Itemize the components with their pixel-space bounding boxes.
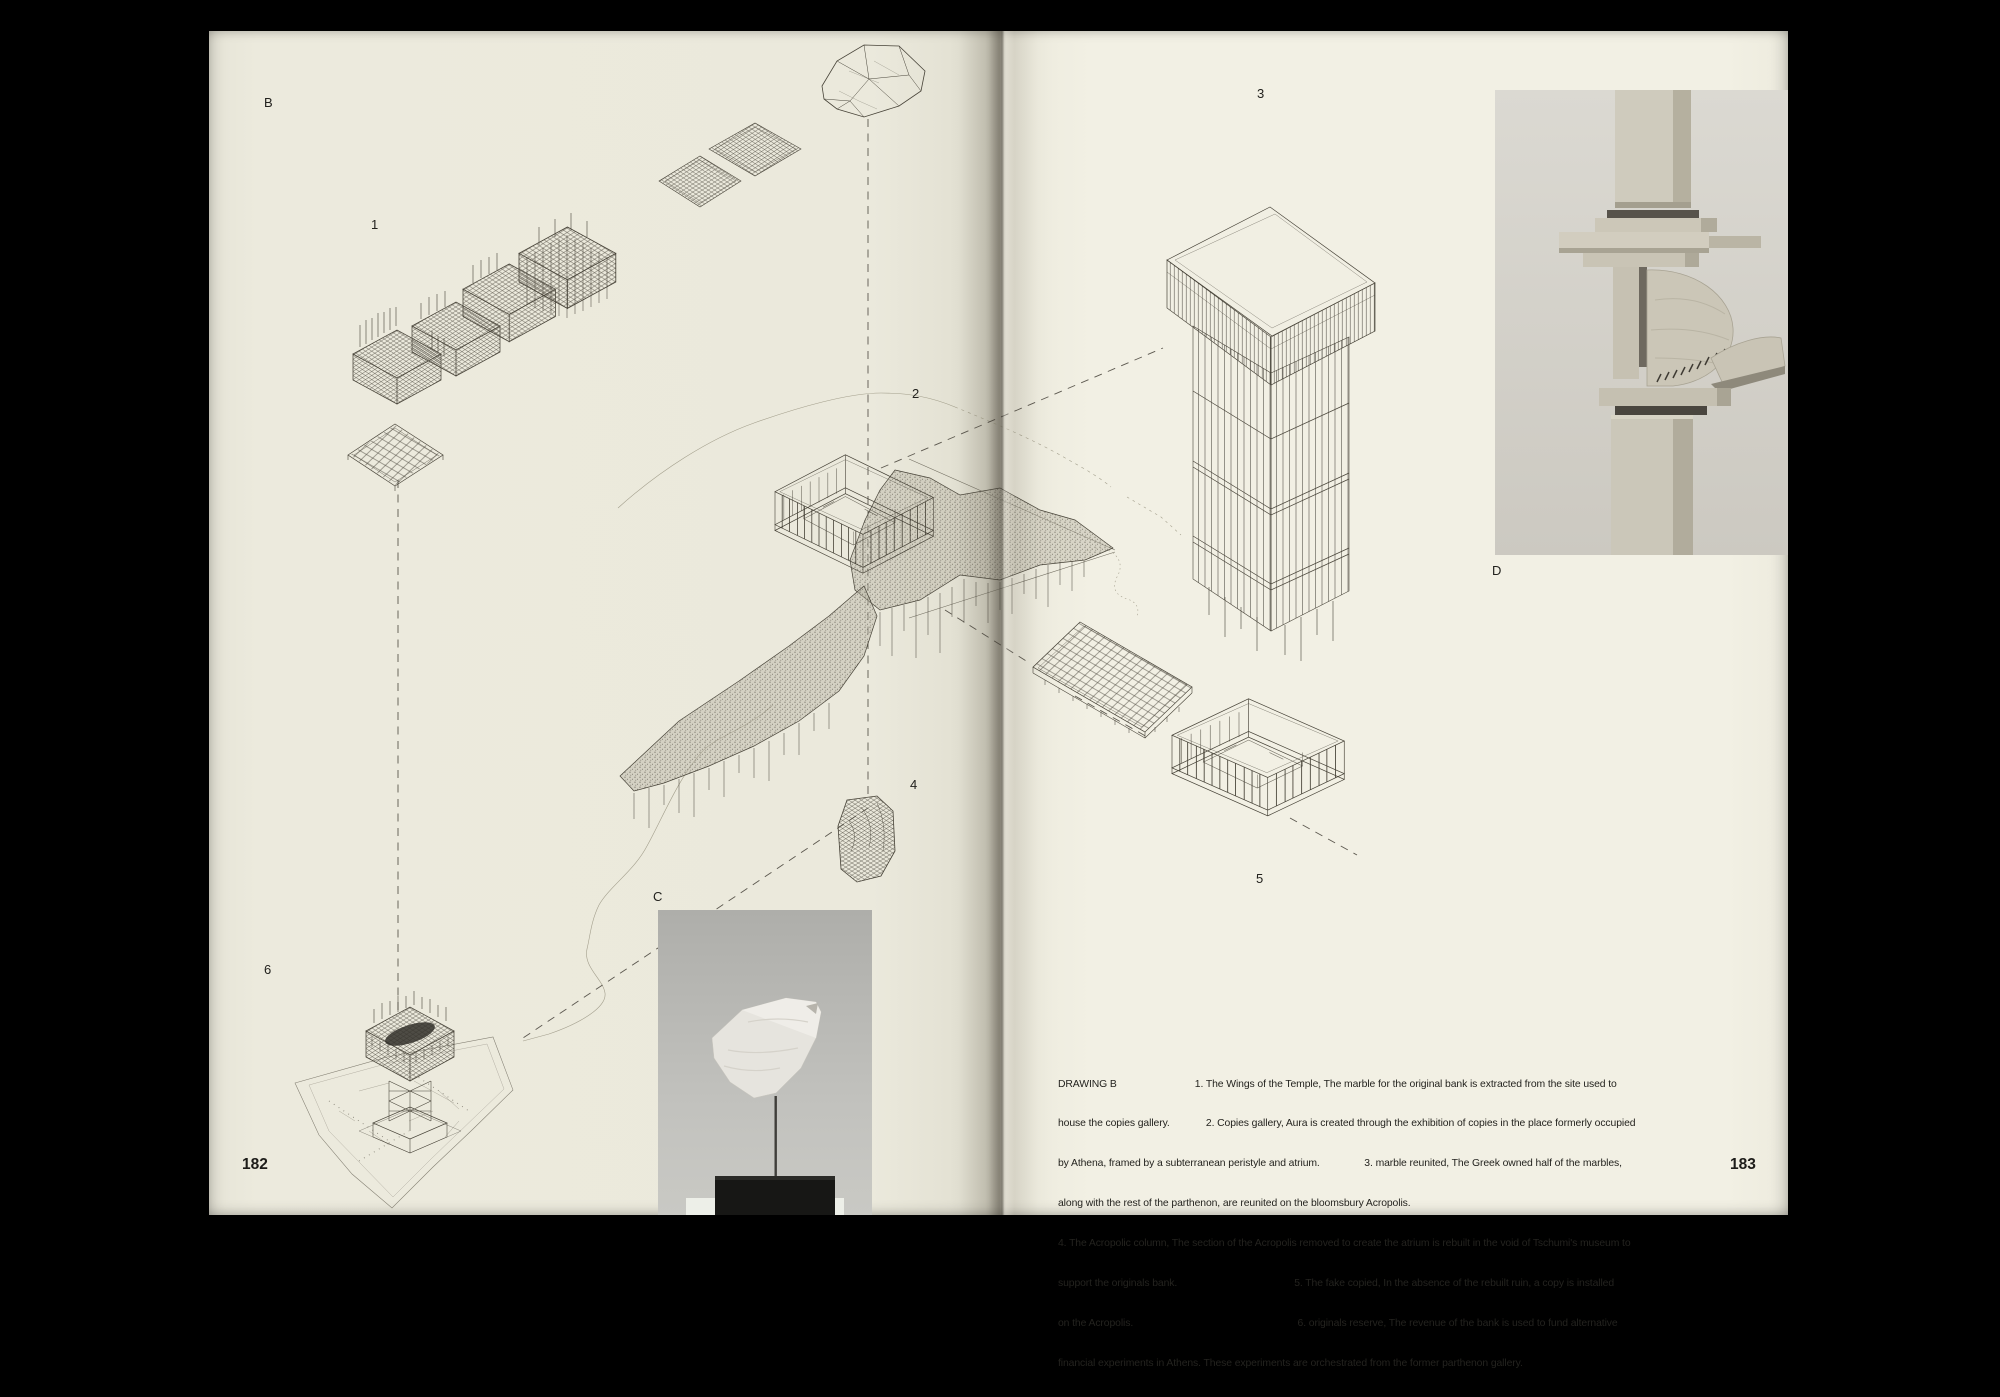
figure-label-c: C <box>653 889 663 904</box>
caption-line-6: support the originals bank. 5. The fake copied, In the absence of the rebuilt ruin, a copy is installed <box>1058 1278 1615 1290</box>
caption-line-3: by Athena, framed by a subterranean peristyle and atrium. 3. marble reunited, The Greek owned half of the marbles, <box>1058 1158 1622 1170</box>
caption-line-8: financial experiments in Athens. These experiments are orchestrated from the former parthenon gallery. <box>1058 1357 1523 1369</box>
marker-2: 2 <box>912 386 920 401</box>
marker-4: 4 <box>910 777 918 792</box>
marble-quarry-rock <box>822 45 925 117</box>
page-number-left: 182 <box>242 1156 268 1173</box>
marker-6: 6 <box>264 962 272 977</box>
marker-3: 3 <box>1257 86 1265 101</box>
fragment-trays <box>653 117 807 215</box>
caption-line-1: 1. The Wings of the Temple, The marble for the original bank is extracted from the site used to <box>1116 1078 1617 1090</box>
caption-block <box>1058 1051 1635 1397</box>
caption-line-4: along with the rest of the parthenon, are reunited on the bloomsbury Acropolis. <box>1058 1198 1411 1210</box>
caption-title: DRAWING B <box>1058 1078 1117 1090</box>
caption-line-2: house the copies gallery. 2. Copies gallery, Aura is created through the exhibition of copies in the place formerly occupied <box>1058 1118 1636 1130</box>
photo-d-column-model <box>1495 90 1788 555</box>
photo-c-marble-fragment <box>658 910 872 1215</box>
pedestal-base <box>715 1176 835 1215</box>
acropolis-terrain <box>620 459 1115 828</box>
caption-line-5: 4. The Acropolic column, The section of the Acropolis removed to create the atrium is rebuilt in the void of Tschumi's museum to <box>1058 1238 1631 1250</box>
fragment-stone <box>838 796 895 882</box>
mount-rod <box>775 1096 777 1180</box>
book-spread <box>209 31 1788 1369</box>
marker-1: 1 <box>371 217 379 232</box>
temple-copy <box>1172 699 1344 816</box>
wings-blocks <box>344 213 616 491</box>
page-number-right: 183 <box>1730 1156 1756 1173</box>
originals-reserve <box>295 991 513 1208</box>
marker-5: 5 <box>1256 871 1264 886</box>
grid-platform <box>1029 616 1199 741</box>
figure-label-b: B <box>264 95 273 110</box>
caption-line-7: on the Acropolis. 6. originals reserve, The revenue of the bank is used to fund alternative <box>1058 1317 1618 1329</box>
marble-tower <box>1167 207 1375 661</box>
figure-label-d: D <box>1492 563 1502 578</box>
